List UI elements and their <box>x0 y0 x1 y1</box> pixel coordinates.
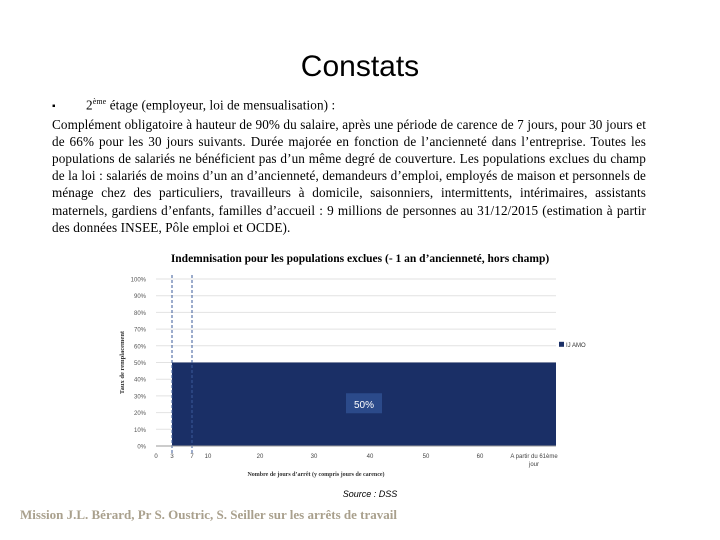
chart-source: Source : DSS <box>342 489 398 499</box>
y-tick-label: 0% <box>137 444 146 451</box>
y-tick-label: 80% <box>133 310 146 317</box>
y-tick-label: 60% <box>133 344 146 351</box>
y-tick-label: 10% <box>133 427 146 434</box>
y-axis-label: Taux de remplacement <box>119 330 126 395</box>
y-tick-label: 70% <box>133 327 146 334</box>
x-tick-label: jour <box>528 462 540 468</box>
chart-title: Indemnisation pour les populations exclues (- 1 an d’ancienneté, hors champ) <box>170 253 550 265</box>
heading-number: 2 <box>86 97 93 113</box>
body-paragraph <box>52 93 646 236</box>
x-axis-label: Nombre de jours d’arrêt (y compris jours de carence) <box>247 472 385 478</box>
data-label: 50% <box>353 399 375 411</box>
legend-swatch <box>559 342 564 347</box>
x-tick-label: 0 <box>154 454 158 460</box>
footer-mission: Mission J.L. Bérard, Pr S. Oustric, S. Seiller sur les arrêts de travail <box>20 507 397 522</box>
slide-title: Constats <box>300 50 420 83</box>
x-tick-label: 3 <box>170 454 174 460</box>
y-tick-label: 30% <box>133 394 146 401</box>
x-tick-label: 30 <box>310 454 318 460</box>
y-tick-label: 90% <box>133 294 146 301</box>
y-tick-label: 40% <box>133 377 146 384</box>
x-tick-label: 50 <box>422 454 430 460</box>
x-tick-label: 10 <box>204 454 212 460</box>
y-tick-label: 100% <box>130 277 146 284</box>
bullet-icon: ▪ <box>52 101 56 113</box>
heading-sup: ème <box>92 97 107 106</box>
x-tick-label: 40 <box>366 454 374 460</box>
y-tick-label: 50% <box>133 361 146 367</box>
chart-container <box>116 266 604 488</box>
indemnisation-chart <box>116 266 604 488</box>
paragraph-heading: étage (employeur, loi de mensualisation) : <box>106 97 336 113</box>
y-tick-label: 20% <box>133 411 146 418</box>
x-tick-label: 20 <box>256 454 264 460</box>
legend-label: IJ AMO <box>566 342 586 349</box>
x-tick-label: 7 <box>190 454 194 460</box>
x-tick-label: A partir du 61ème <box>510 454 558 460</box>
x-tick-label: 60 <box>476 454 484 460</box>
paragraph-text: Complément obligatoire à hauteur de 90% du salaire, après une période de carence de 7 jours, pour 30 jours et de 66% pour les 30 jours suivants. Durée majorée en fonction de l’ancienneté dans l’entreprise. Toutes les populations de salariés ne bénéficient pas d’un même degré de couverture. Les populations exclues du champ de la loi : salariés de moins d’un an d’ancienneté, demandeurs d’emploi, employés de maison et personnels de ménage chez des particuliers, travailleurs à domicile, saisonniers, intermittents, intérimaires, assistants maternels, gardiens d’enfants, familles d’accueil : 9 millions de personnes au 31/12/2015 (estimation à partir des données INSEE, Pôle emploi et OCDE). <box>52 116 646 235</box>
